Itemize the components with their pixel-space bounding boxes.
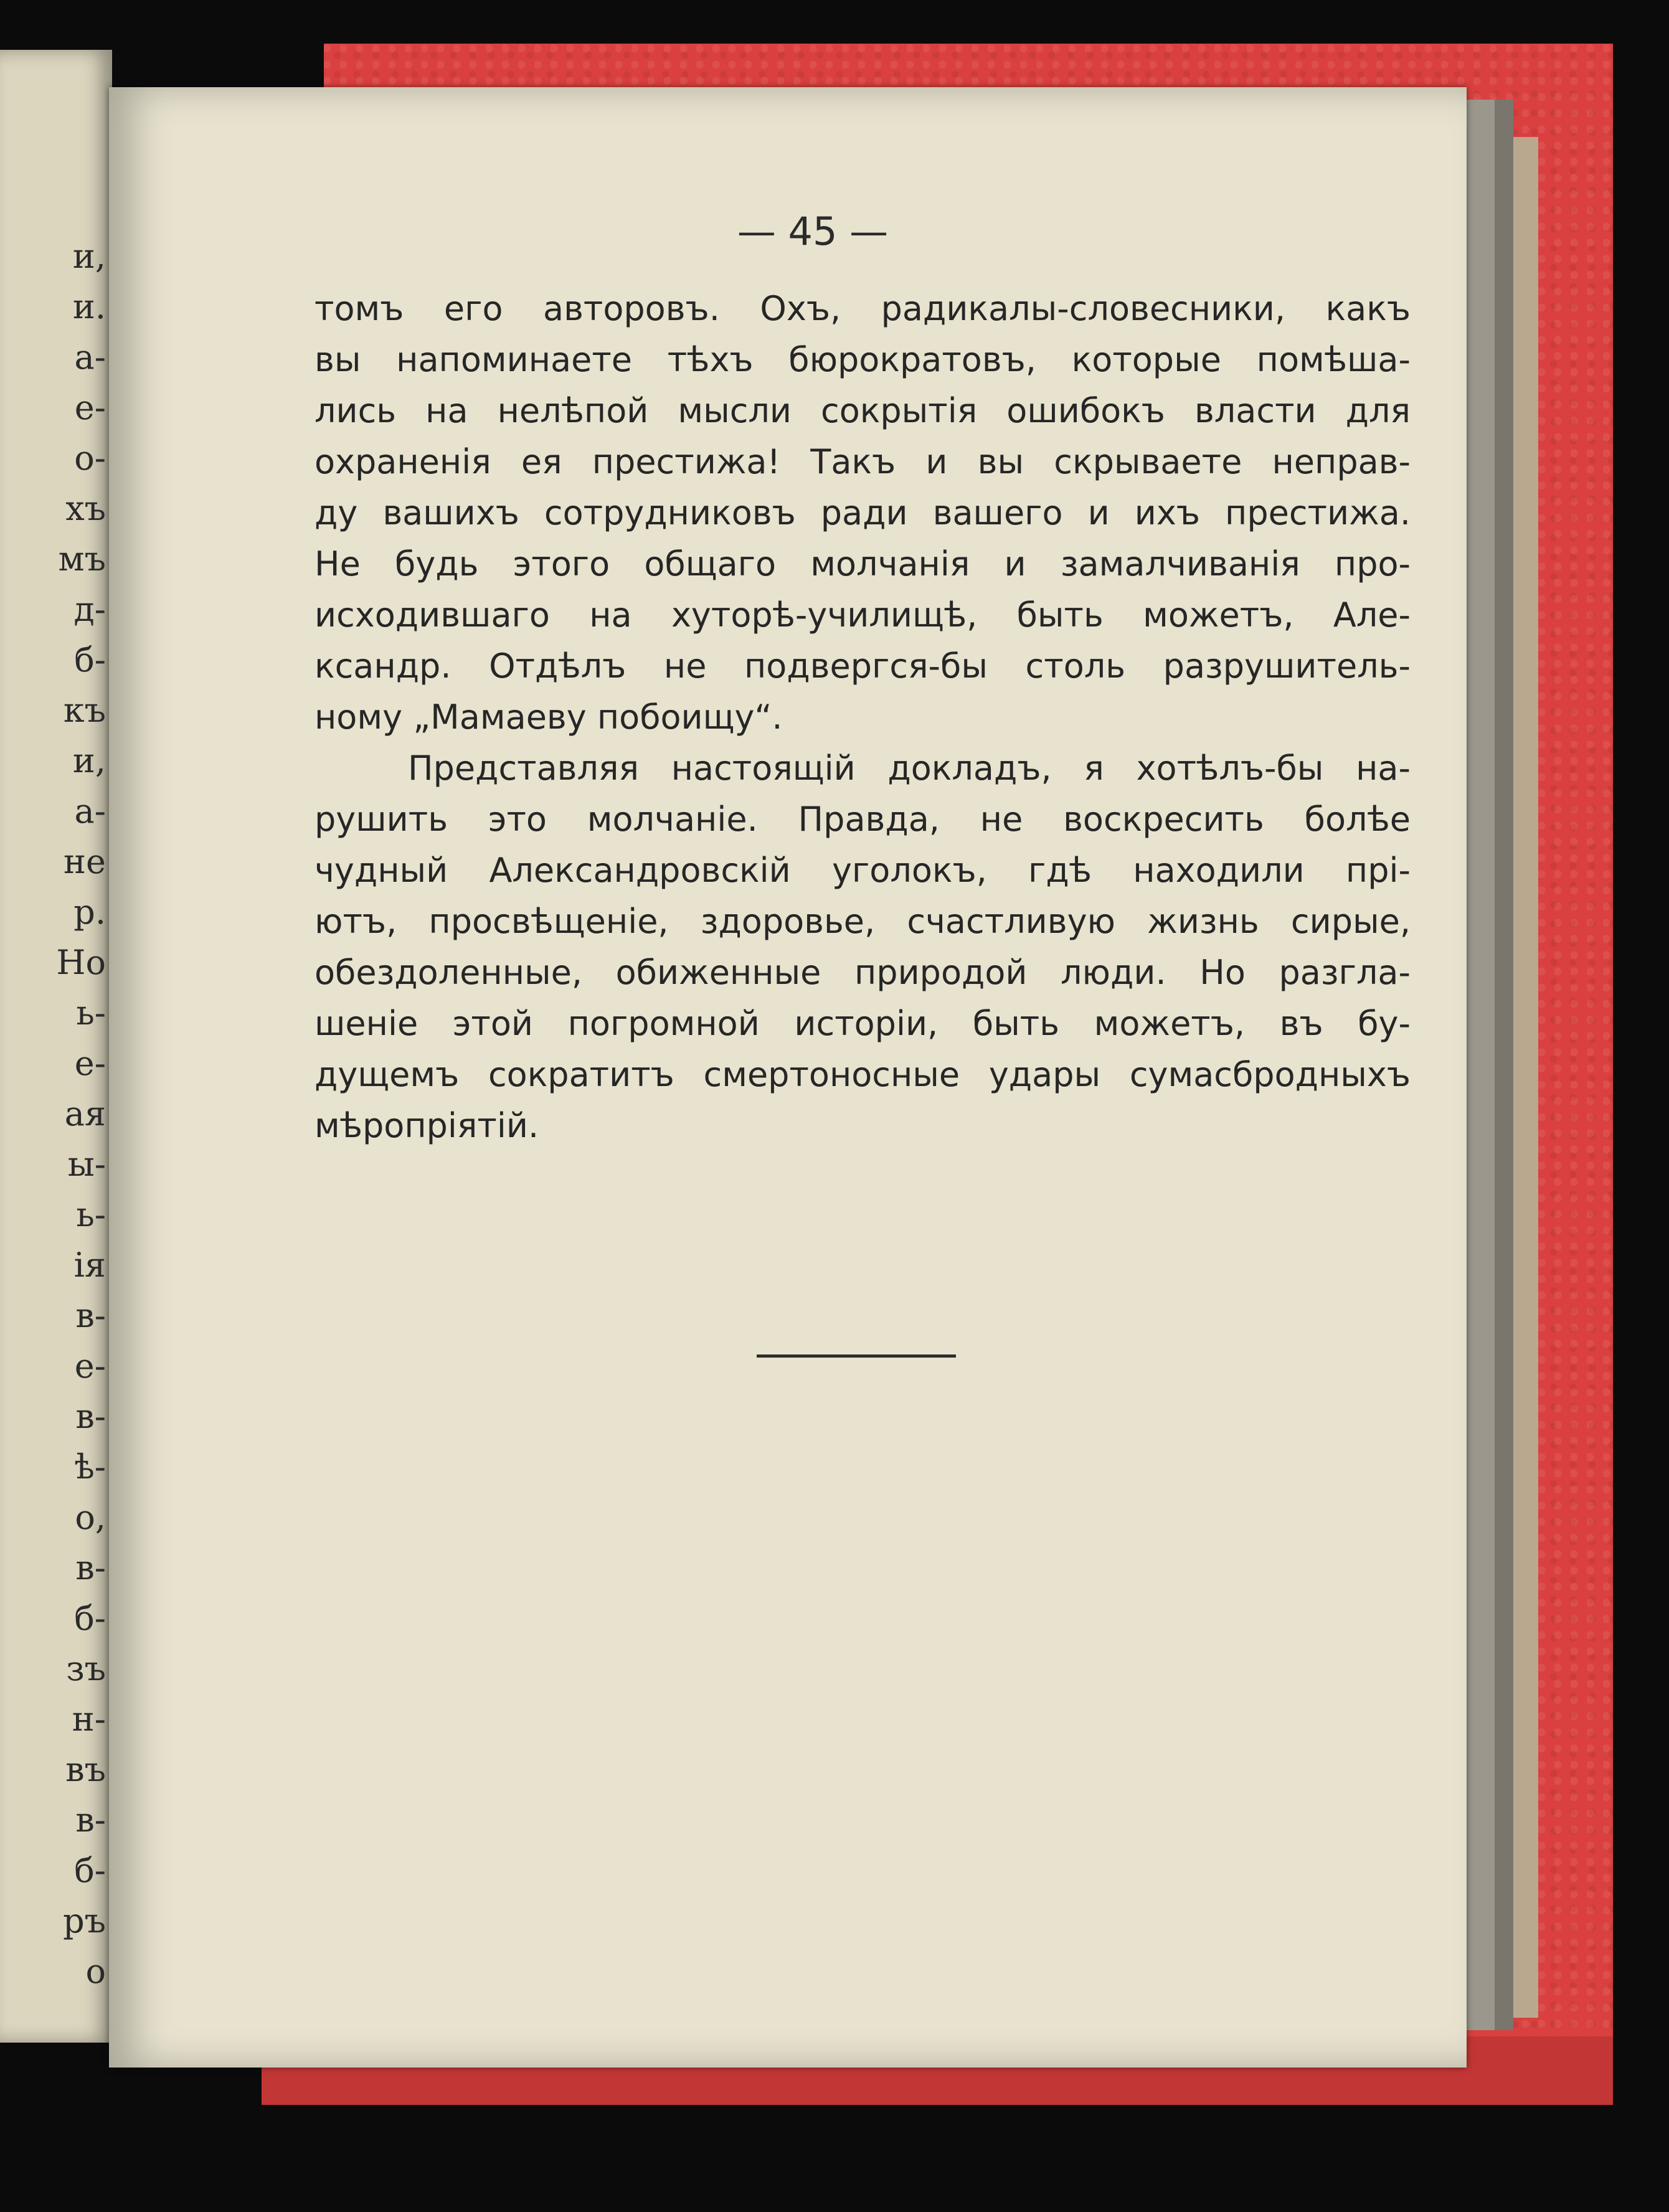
page-text xyxy=(314,283,1411,1151)
page-edges-shadow xyxy=(1495,100,1513,2030)
paragraph xyxy=(314,283,1411,743)
previous-page-line: о, xyxy=(75,1498,106,1537)
previous-page-line: ы- xyxy=(67,1145,106,1184)
text-line: рушить это молчаніе. Правда, не воскресить болѣе xyxy=(314,800,1411,839)
text-line: Не будь этого общаго молчанія и замалчиванія про- xyxy=(314,544,1411,584)
previous-page-line: и, xyxy=(72,237,106,276)
previous-page-line: Но xyxy=(56,943,106,982)
text-line: томъ его авторовъ. Охъ, радикалы-словесники, какъ xyxy=(314,289,1411,328)
previous-page-line: и, xyxy=(72,741,106,780)
text-line: дущемъ сократитъ смертоносные удары сумасбродныхъ xyxy=(314,1055,1411,1094)
text-line: ксандр. Отдѣлъ не подвергся-бы столь разрушитель- xyxy=(314,646,1411,686)
page-edge-tan xyxy=(1513,137,1538,2018)
previous-page-line: в- xyxy=(75,1800,106,1840)
previous-page-line: въ xyxy=(65,1750,106,1789)
text-line: охраненія ея престижа! Такъ и вы скрываете неправ- xyxy=(314,442,1411,481)
text-line: ду вашихъ сотрудниковъ ради вашего и ихъ престижа. xyxy=(314,493,1411,532)
previous-page-line: мъ xyxy=(58,539,106,579)
previous-page-line: ръ xyxy=(63,1901,106,1940)
text-line: лись на нелѣпой мысли сокрытія ошибокъ власти для xyxy=(314,391,1411,430)
text-line: обездоленные, обиженные природой люди. Но разгла- xyxy=(314,953,1411,992)
previous-page-line: р. xyxy=(73,892,106,932)
previous-page-line: о xyxy=(85,1952,106,1991)
previous-page-line: н- xyxy=(72,1699,106,1739)
previous-page-line: и. xyxy=(72,287,106,326)
previous-page-line: в- xyxy=(75,1296,106,1335)
text-line: ютъ, просвѣщеніе, здоровье, счастливую жизнь сирые, xyxy=(314,902,1411,941)
previous-page-line: б- xyxy=(74,640,106,679)
book-page xyxy=(109,87,1467,2068)
previous-page-line: ая xyxy=(64,1094,106,1133)
text-line: чудный Александровскій уголокъ, гдѣ находили прі- xyxy=(314,851,1411,890)
previous-page-line: не xyxy=(64,842,106,881)
previous-page-line: б- xyxy=(74,1599,106,1638)
previous-page-line: в- xyxy=(75,1548,106,1587)
text-line: вы напоминаете тѣхъ бюрократовъ, которые помѣша- xyxy=(314,340,1411,379)
text-line: ному „Мамаеву побоищу“. xyxy=(314,697,783,737)
page-number: — 45 — xyxy=(737,209,889,254)
previous-page-line: б- xyxy=(74,1851,106,1890)
previous-page-line: зъ xyxy=(66,1649,106,1688)
previous-page-line: ія xyxy=(73,1245,106,1285)
previous-page-line: е- xyxy=(74,1044,106,1083)
previous-page-line: ь- xyxy=(76,1195,106,1234)
previous-page-line: ь- xyxy=(76,993,106,1033)
text-line: шеніе этой погромной исторіи, быть можетъ, въ бу- xyxy=(314,1004,1411,1043)
section-separator xyxy=(757,1354,956,1358)
previous-page-line: хъ xyxy=(65,489,106,528)
text-line: мѣропріятій. xyxy=(314,1106,539,1145)
previous-page-line: а- xyxy=(74,338,106,377)
previous-page-line: е- xyxy=(74,388,106,427)
previous-page-line: ѣ- xyxy=(74,1447,106,1486)
previous-page-line: а- xyxy=(74,792,106,831)
previous-page-line: д- xyxy=(73,590,106,629)
previous-page-line: е- xyxy=(74,1346,106,1386)
previous-page-line: в- xyxy=(75,1397,106,1436)
paragraph xyxy=(314,743,1411,1151)
previous-page-line: къ xyxy=(63,691,106,730)
previous-page-line: о- xyxy=(74,438,106,478)
previous-page xyxy=(0,50,112,2043)
text-line: Представляя настоящій докладъ, я хотѣлъ-бы на- xyxy=(408,749,1411,788)
text-line: исходившаго на хуторѣ-училищѣ, быть можетъ, Але- xyxy=(314,595,1411,635)
